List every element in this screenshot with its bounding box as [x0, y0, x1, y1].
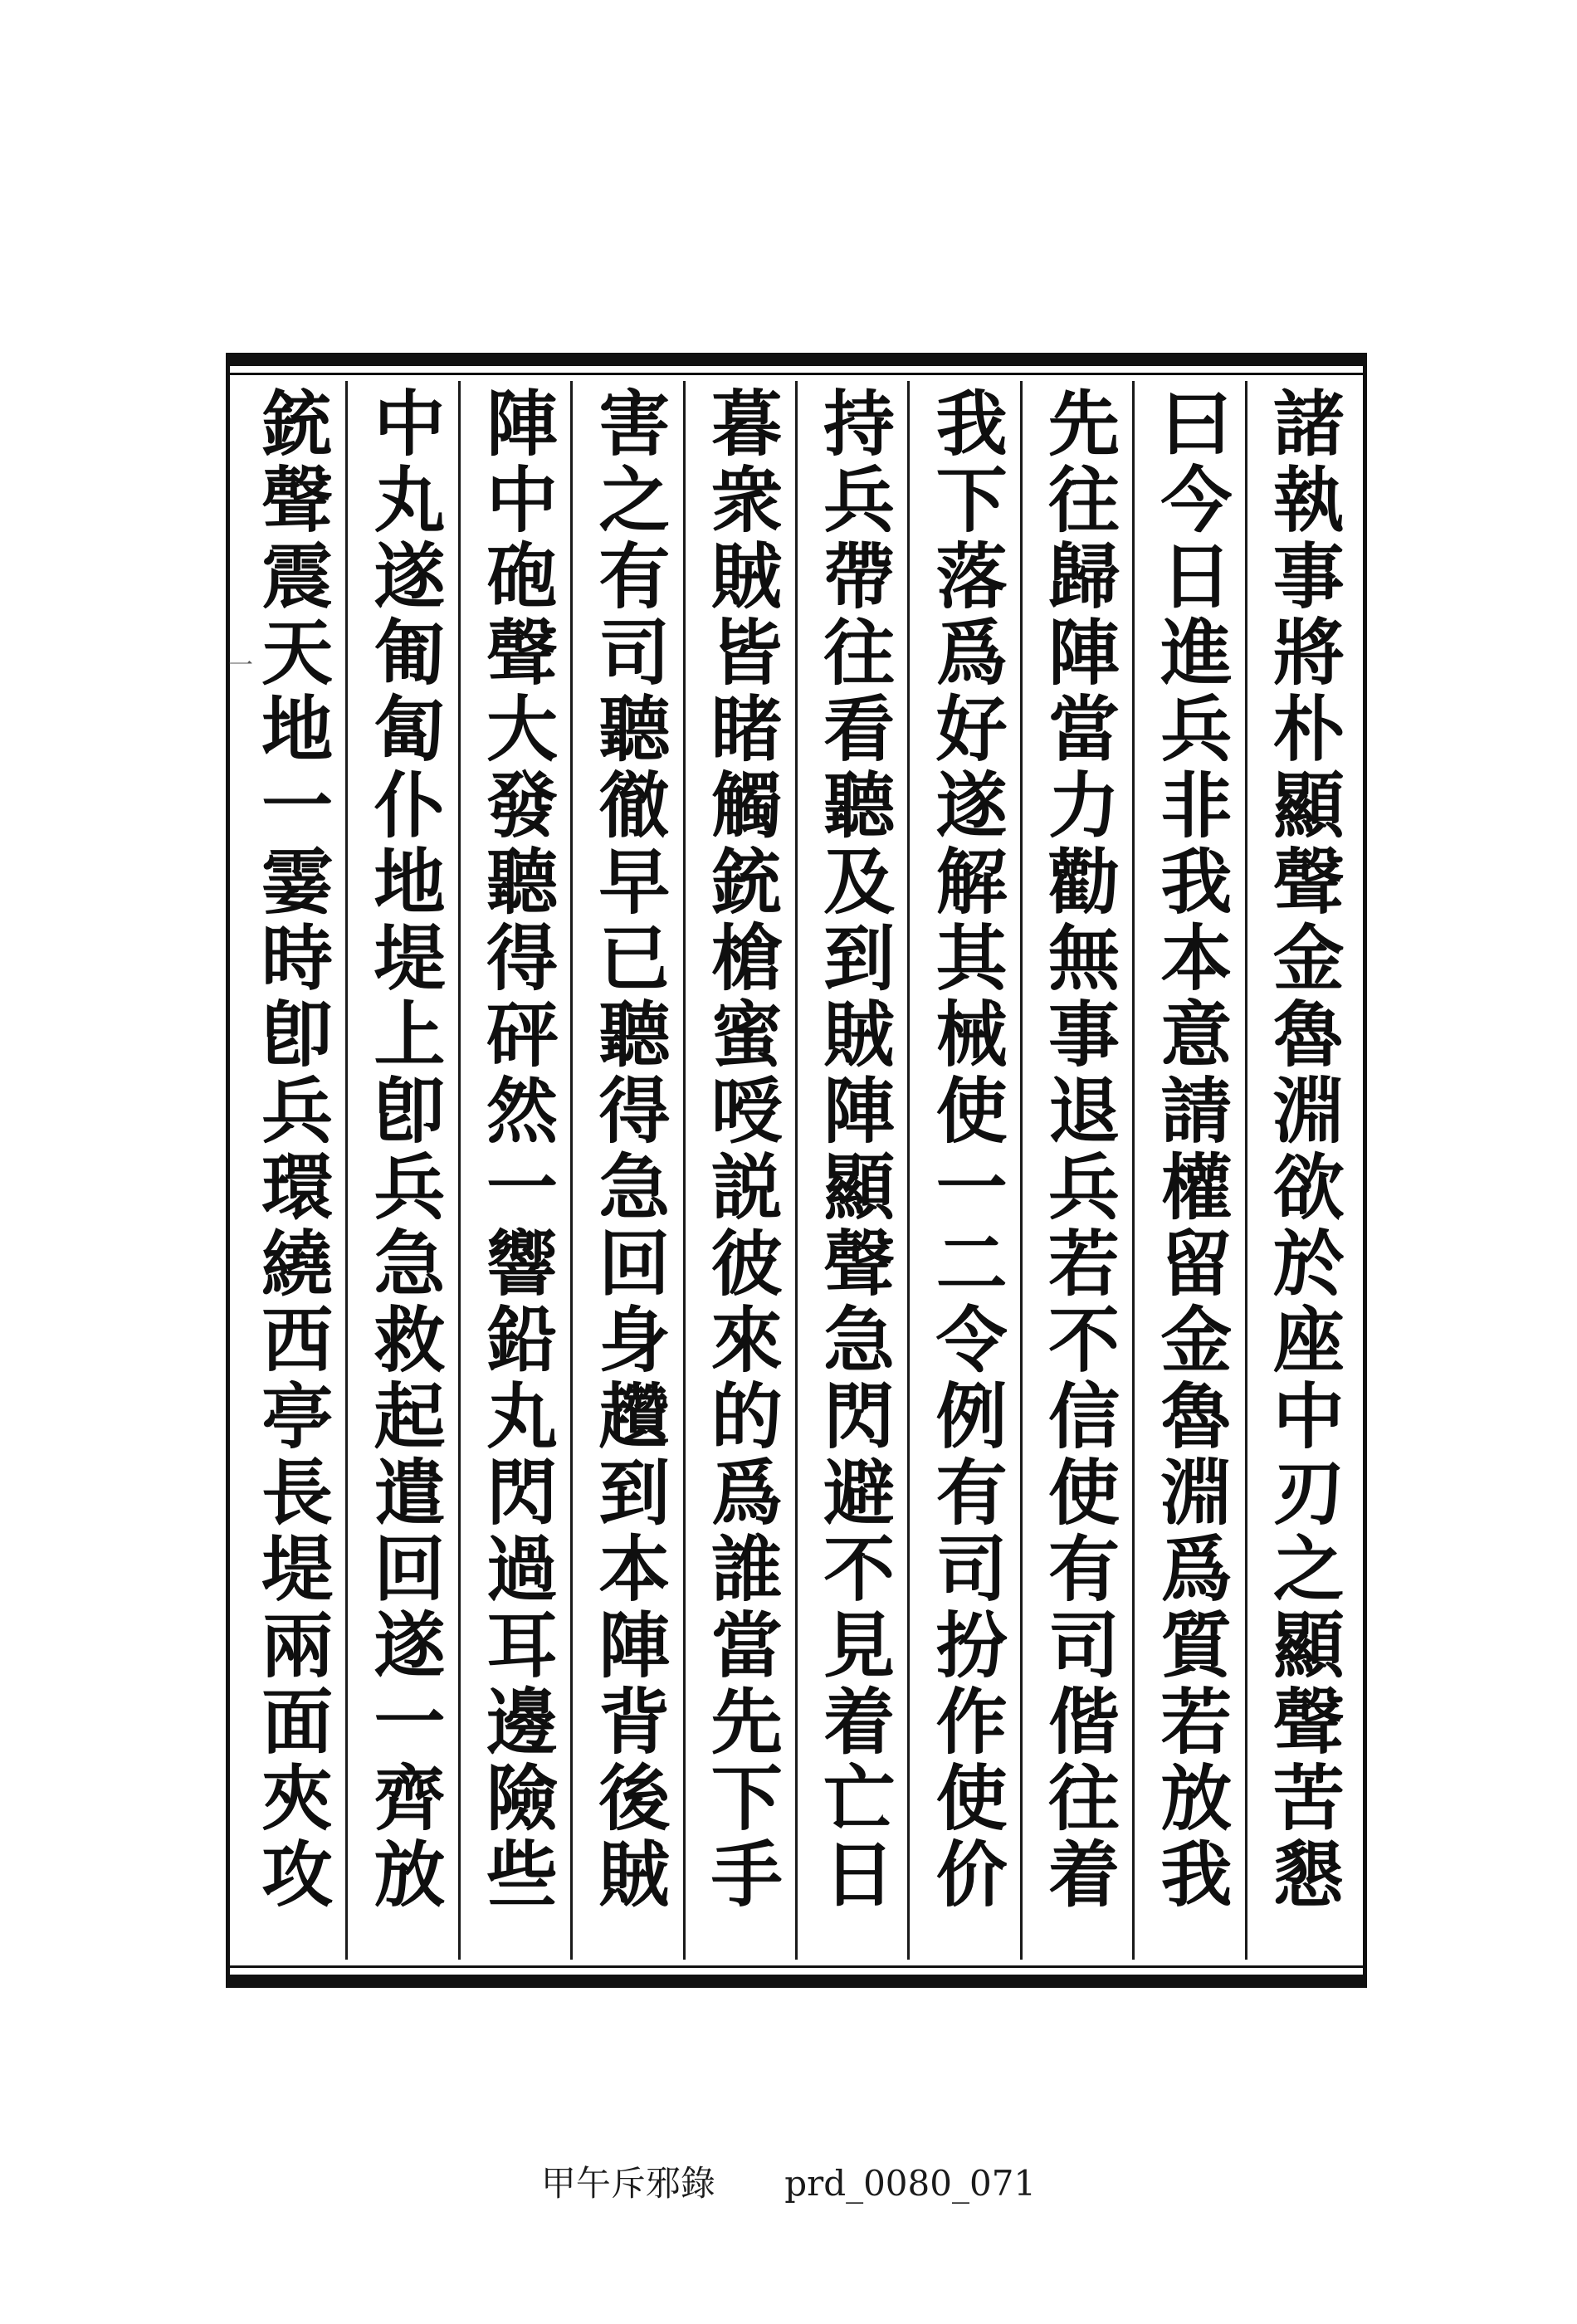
text-column-4 [907, 381, 1019, 1960]
right-border-rule [1363, 353, 1367, 1988]
column-text: 先往歸陣當力勸無事退兵若不信使有司偕往着 [1035, 386, 1120, 1913]
text-column-6 [683, 381, 795, 1960]
text-column-10 [236, 381, 345, 1960]
text-column-5 [795, 381, 907, 1960]
book-title: 甲午斥邪錄 [540, 2163, 715, 2204]
column-text: 諸執事將朴顯聲金魯淵欲於座中刃之顯聲苦懇 [1260, 386, 1345, 1913]
text-column-8 [458, 381, 570, 1960]
column-text: 暮衆賊皆睹觸銃槍蜜㖟説彼來的爲誰當先下手 [698, 386, 783, 1913]
column-text: 陣中砲聲大發聽得砰然一響鉛丸閃過耳邊險些 [473, 386, 558, 1913]
top-border-rule [226, 353, 1367, 366]
text-column-3 [1020, 381, 1132, 1960]
printed-page [223, 353, 1367, 1988]
margin-mark: 一 [223, 652, 252, 678]
top-inner-rule [226, 373, 1367, 375]
bottom-inner-rule [226, 1965, 1367, 1968]
column-text: 持兵帶往看聽及到賊陣顯聲急閃避不見着亡日 [811, 386, 896, 1913]
text-column-9 [345, 381, 457, 1960]
column-text: 我下落爲好遂解其械使一二令例有司扮作使价 [923, 386, 1008, 1913]
page-footer [0, 2156, 1577, 2206]
column-text: 中丸遂匍匐仆地堤上卽兵急救起遣回遂一齊放 [361, 386, 446, 1913]
bottom-border-rule [226, 1975, 1367, 1988]
column-text: 曰今日進兵非我本意請權留金魯淵爲質若放我 [1148, 386, 1233, 1913]
text-column-7 [570, 381, 682, 1960]
left-border-rule [226, 353, 230, 1988]
text-block [236, 381, 1357, 1960]
text-column-2 [1132, 381, 1244, 1960]
column-text: 銃聲震天地一霎時卽兵環繞西亭長堤兩面夾攻 [249, 386, 334, 1913]
text-column-1 [1245, 381, 1357, 1960]
column-text: 害之有司聽徹早已聽得急回身趲到本陣背後賊 [586, 386, 671, 1913]
page-identifier: prd_0080_071 [784, 2163, 1037, 2204]
